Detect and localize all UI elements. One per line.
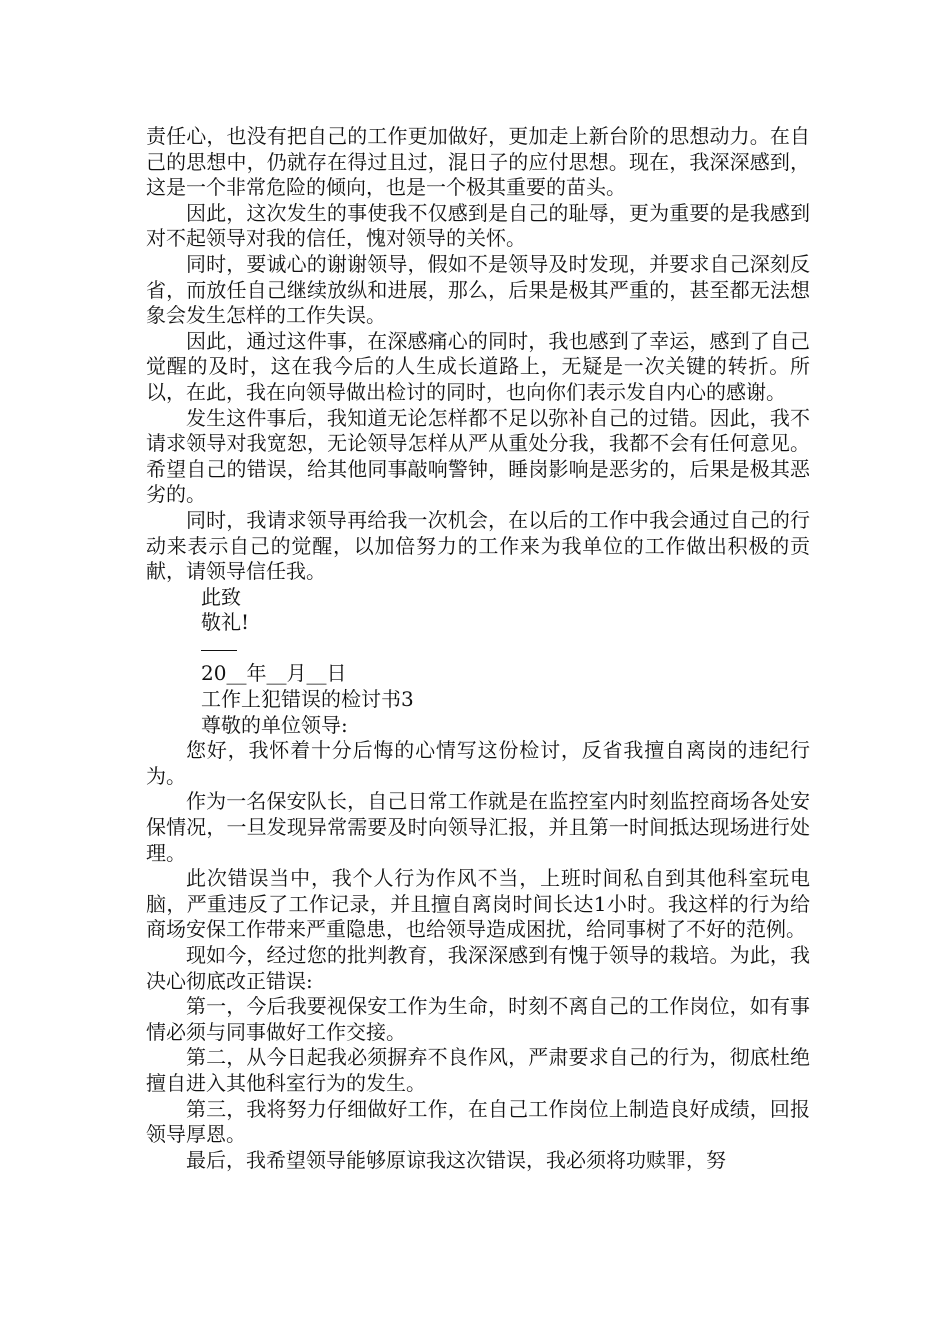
signature-area bbox=[146, 636, 810, 662]
paragraph: 作为一名保安队长，自己日常工作就是在监控室内时刻监控商场各处安保情况，一旦发现异常需要及时向领导汇报，并且第一时间抵达现场进行处理。 bbox=[146, 789, 810, 865]
paragraph: 发生这件事后，我知道无论怎样都不足以弥补自己的过错。因此，我不请求领导对我宽恕，无论领导怎样从严从重处分我，我都不会有任何意见。希望自己的错误，给其他同事敲响警钟，睡岗影响是恶劣的，后果是极其恶劣的。 bbox=[146, 405, 810, 507]
paragraph: 责任心，也没有把自己的工作更加做好，更加走上新台阶的思想动力。在自己的思想中，仍就存在得过且过，混日子的应付思想。现在，我深深感到，这是一个非常危险的倾向，也是一个极其重要的苗头。 bbox=[146, 124, 810, 200]
date-line: 20__年__月__日 bbox=[201, 661, 347, 686]
paragraph: 此次错误当中，我个人行为作风不当，上班时间私自到其他科室玩电脑，严重违反了工作记录，并且擅自离岗时间长达1小时。我这样的行为给商场安保工作带来严重隐患，也给领导造成困扰，给同事树了不好的范例。 bbox=[146, 866, 810, 942]
closing-line: 此致 bbox=[201, 584, 241, 609]
paragraph: 因此，这次发生的事使我不仅感到是自己的耻辱，更为重要的是我感到对不起领导对我的信任，愧对领导的关怀。 bbox=[146, 200, 810, 251]
paragraph: 同时，我请求领导再给我一次机会，在以后的工作中我会通过自己的行动来表示自己的觉醒，以加倍努力的工作来为我单位的工作做出积极的贡献，请领导信任我。 bbox=[146, 507, 810, 584]
paragraph: 您好，我怀着十分后悔的心情写这份检讨，反省我擅自离岗的违纪行为。 bbox=[146, 738, 810, 788]
paragraph: 第三，我将努力仔细做好工作，在自己工作岗位上制造良好成绩，回报领导厚恩。 bbox=[146, 1096, 810, 1147]
paragraph: 同时，要诚心的谢谢领导，假如不是领导及时发现，并要求自己深刻反省，而放任自己继续放纵和进展，那么，后果是极其严重的，甚至都无法想象会发生怎样的工作失误。 bbox=[146, 251, 810, 328]
paragraph: 第一，今后我要视保安工作为生命，时刻不离自己的工作岗位，如有事情必须与同事做好工作交接。 bbox=[146, 994, 810, 1044]
paragraph: 因此，通过这件事，在深感痛心的同时，我也感到了幸运，感到了自己觉醒的及时，这在我今后的人生成长道路上，无疑是一次关键的转折。所以，在此，我在向领导做出检讨的同时，也向你们表示发自内心的感谢。 bbox=[146, 328, 810, 404]
paragraph: 第二，从今日起我必须摒弃不良作风，严肃要求自己的行为，彻底杜绝擅自进入其他科室行为的发生。 bbox=[146, 1045, 810, 1095]
signature-blank bbox=[201, 636, 237, 651]
section-title: 工作上犯错误的检讨书3 bbox=[201, 687, 414, 712]
document-page bbox=[146, 124, 810, 1173]
salutation: 尊敬的单位领导: bbox=[201, 712, 348, 737]
closing-salute: 敬礼! bbox=[201, 610, 250, 635]
paragraph: 现如今，经过您的批判教育，我深深感到有愧于领导的栽培。为此，我决心彻底改正错误: bbox=[146, 943, 810, 993]
paragraph: 最后，我希望领导能够原谅我这次错误，我必须将功赎罪，努 bbox=[186, 1147, 726, 1172]
